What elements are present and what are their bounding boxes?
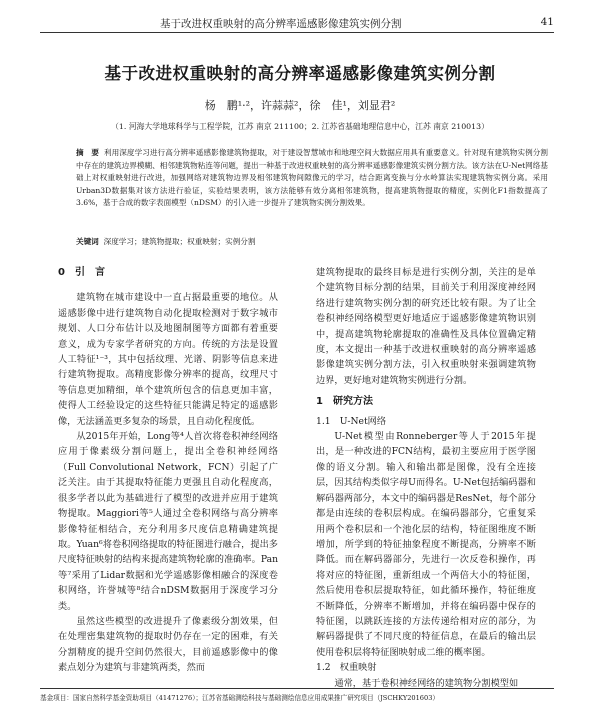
intro-paragraph: 建筑物提取的最终目标是进行实例分割，关注的是单个建筑物目标分割的结果，目前关于利用深度神经网络进行建筑物实例分割的研究还比较有限。为了让全卷积神经网络模型更好地适应于遥感影像建筑物识别中，提高建筑物轮廓提取的准确性及具体位置确定精度，本文提出一种基于改进权重映射的高分辨率遥感影像建筑实例分割方法，引入权重映射来强调建筑物边界，更好地对建筑物实例进行分割。 [316, 267, 536, 386]
section-intro-title: 0 引 言 [58, 267, 105, 278]
left-column [58, 265, 278, 676]
right-column [316, 265, 536, 691]
paper-title: 基于改进权重映射的高分辨率遥感影像建筑实例分割 [104, 64, 496, 83]
authors: 杨 鹏¹·²，许蒜蒜²，徐 佳¹，刘显君² [204, 99, 396, 112]
subsection-unet-title: 1.1 U-Net网络 [316, 415, 387, 427]
abstract-text: 利用深度学习进行高分辨率遥感影像建筑物提取，对于建设智慧城市和地理空间大数据应用具有重要意义。针对现有建筑物实例分割中存在的建筑边界模糊、相邻建筑物粘连等问题，提出一种基于改进权重映射的高分辨率遥感影像建筑实例分割方法。该方法在U-Net网络基础上对权重映射进行改进，加强网络对建筑物边界及相邻建筑物间隙像元的学习，结合距离变换与分水岭算法实现建筑物实例分离。采用Urban3D数据集对该方法进行验证，实验结果表明，该方法能够有效分离相邻建筑物，提高建筑物提取的精度，实例化F1指数提高了3.6%，基于合成的数字表面模型（nDSM）的引入进一步提升了建筑物实例分割效果。 [76, 148, 549, 207]
intro-paragraph: 虽然这些模型的改进提升了像素级分割效果，但在处理密集建筑物的提取时仍存在一定的困难，有关分割精度的提升空间仍然很大，目前遥感影像中的像素点划分为建筑与非建筑两类，然而 [58, 615, 278, 674]
running-title: 基于改进权重映射的高分辨率遥感影像建筑实例分割 [160, 18, 402, 30]
abstract [76, 147, 548, 210]
page-number: 41 [540, 16, 554, 28]
footnote-funding: 基金项目：国家自然科学基金资助项目（41471276）；江苏省基础测绘科技与基础测绘信息应用成果推广研究项目（JSCHKY201603） [40, 688, 554, 702]
intro-paragraph: 从2015年开始，Long等⁴人首次将卷积神经网络应用于像素级分割问题上，提出全卷积神经网络（Full Convolutional Network，FCN）引起了广泛关注。由于其提取特征能力更强且自动化程度高，很多学者以此为基础进行了模型的改进并应用于建筑物提取。Maggiori等⁵人通过全卷积网络与高分辨率影像特征相结合，充分利用多尺度信息精确建筑提取。Yuan⁶将卷积网络提取的特征图进行融合，提出多尺度特征映射的结构来提高建筑物轮廓的准确率。Pan等⁷采用了Lidar数据和光学遥感影像相融合的深度卷积网络，许誉城等⁸结合nDSM数据用于深度学习分类。 [58, 431, 278, 612]
running-header [40, 16, 554, 33]
intro-paragraph: 建筑物在城市建设中一直占据最重要的地位。从遥感影像中进行建筑物自动化提取检测对于数字城市规划、人口分布估计以及地图制图等方面都有着重要意义，成为专家学者研究的方向。传统的方法是设置人工特征¹⁻³，其中包括纹理、光谱、阴影等信息来进行建筑物提取。高精度影像分辨率的提高，纹理尺寸等信息更加精细，单个建筑所包含的信息更加丰富，使得人工经验设定的这些特征只能满足特定的遥感影像，无法涵盖更多复杂的场景，且自动化程度低。 [58, 292, 278, 427]
affiliation: （1. 河海大学地球科学与工程学院，江苏 南京 211100；2. 江苏省基础地理信息中心，江苏 南京 210013） [111, 122, 489, 131]
unet-paragraph: U-Net模型由Ronneberger等人于2015年提出，是一种改进的FCN结构，最初主要应用于医学图像的语义分割。输入和输出都是图像，没有全连接层，因其结构类似字母U而得名。U-Net包括编码器和解码器两部分，本文中的编码器是ResNet，每个部分都是由连续的卷积层构成。在编码器部分，它重复采用两个卷积层和一个池化层的结构，特征图维度不断增加，所学到的特征抽象程度不断提高，分辨率不断降低。而在解码器部分，先进行一次反卷积操作，再将对应的特征图，重新组成一个两倍大小的特征图，然后使用卷积层提取特征，如此循环操作，特征维度不断降低，分辨率不断增加，并将在编码器中保存的特征图，以跳跃连接的方法传递给相对应的部分，为解码器提供了不同尺度的特征信息，在最后的输出层使用卷积层将特征图映射成二维的概率图。 [316, 431, 536, 658]
keywords-label: 关键词 [76, 237, 99, 246]
abstract-label: 摘 要 [76, 148, 99, 157]
subsection-weight-map-title: 1.2 权重映射 [316, 662, 377, 674]
keywords [76, 236, 548, 248]
section-methods-title: 1 研究方法 [316, 396, 373, 408]
weight-map-paragraph: 通常，基于卷积神经网络的建筑物分割模型如 [334, 677, 519, 689]
keywords-text: 深度学习；建筑物提取；权重映射；实例分割 [103, 237, 256, 246]
